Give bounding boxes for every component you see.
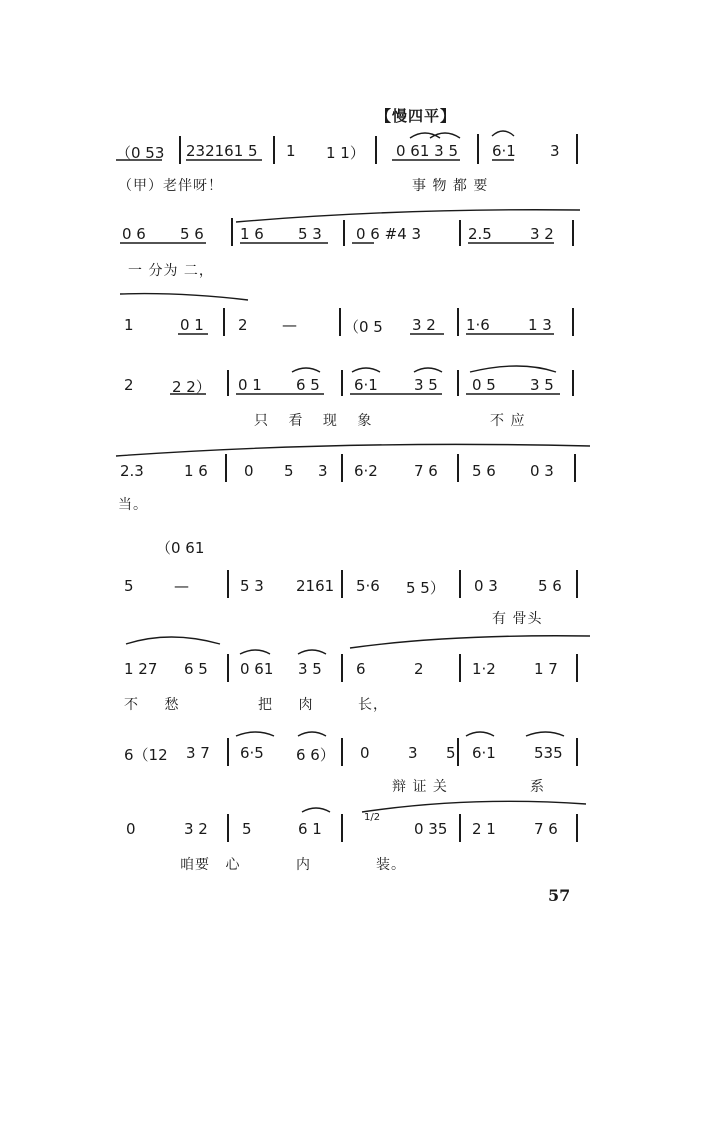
lyric-line: 当。: [118, 497, 148, 513]
note-group: 6 6）: [296, 746, 335, 764]
note-group: 3 5: [530, 376, 554, 394]
note-group: 6 5: [184, 660, 208, 678]
lyric-line: 有 骨头: [492, 611, 543, 627]
note-group: 5: [124, 577, 134, 595]
lyric-line: 长，: [358, 697, 388, 713]
lyric-line: 辩 证 关: [392, 779, 448, 795]
note-group: 5: [242, 820, 252, 838]
note-group: 0 1: [180, 316, 204, 334]
note-group: 6·1: [492, 142, 516, 160]
lyric-line: （甲）老伴呀！: [118, 178, 223, 194]
lyric-line: 内: [296, 857, 311, 873]
note-group: 0 6 #4 3: [356, 225, 422, 243]
note-group: 2: [124, 376, 134, 394]
note-group: 3 5: [414, 376, 438, 394]
note-group: 6·5: [240, 744, 264, 762]
note-group: 6 1: [298, 820, 322, 838]
note-group: 3 5: [298, 660, 322, 678]
note-group: 5: [446, 744, 456, 762]
note-group: 0 6: [122, 225, 146, 243]
lyric-line: 系: [530, 779, 545, 795]
note-group: 0 3: [530, 462, 554, 480]
note-group: 1 7: [534, 660, 558, 678]
note-group: 1 27: [124, 660, 158, 678]
note-group: 7 6: [534, 820, 558, 838]
note-group: 535: [534, 744, 563, 762]
note-group: 232161 5: [186, 142, 258, 160]
note-group: 2: [238, 316, 248, 334]
note-group: 6 5: [296, 376, 320, 394]
note-group: —: [174, 577, 189, 595]
note-group: 3: [408, 744, 418, 762]
note-group: 5 5）: [406, 579, 445, 597]
note-group: 0 61: [240, 660, 274, 678]
note-group: 1 3: [528, 316, 552, 334]
lyric-line: 不 应: [490, 413, 526, 429]
note-group: 0 5: [472, 376, 496, 394]
note-group: 0: [244, 462, 254, 480]
lyric-line: 咱要 心: [180, 857, 241, 873]
note-group: 0: [360, 744, 370, 762]
note-group: 2.3: [120, 462, 144, 480]
tune-header: 【慢四平】: [376, 107, 457, 125]
note-group: 5: [284, 462, 294, 480]
note-group: 6（12: [124, 746, 168, 764]
note-group: （0 61: [156, 539, 205, 557]
lyric-line: 一 分为 二，: [128, 263, 214, 279]
note-group: 5 6: [538, 577, 562, 595]
note-group: 3 2: [184, 820, 208, 838]
note-group: 2.5: [468, 225, 492, 243]
note-group: 6·2: [354, 462, 378, 480]
lyric-line: 装。: [376, 857, 406, 873]
note-group: 3: [318, 462, 328, 480]
note-group: 1 6: [184, 462, 208, 480]
note-group: 0: [126, 820, 136, 838]
note-group: 0 1: [238, 376, 262, 394]
note-group: 1: [124, 316, 134, 334]
note-group: 1 1）: [326, 144, 365, 162]
note-group: 5 6: [472, 462, 496, 480]
lyric-line: 只 看 现 象: [254, 413, 373, 429]
note-group: 2 2）: [172, 378, 211, 396]
note-group: 0 3: [474, 577, 498, 595]
note-group: （0 53: [116, 144, 165, 162]
note-group: 5 3: [298, 225, 322, 243]
note-group: 0 35: [414, 820, 448, 838]
note-group: 0 61 3 5: [396, 142, 459, 160]
note-group: —: [282, 316, 297, 334]
note-group: 6·1: [472, 744, 496, 762]
note-group: 2 1: [472, 820, 496, 838]
note-group: 3 2: [530, 225, 554, 243]
grace-fraction: 1/2: [364, 812, 381, 823]
note-group: （0 5: [344, 318, 383, 336]
note-group: 2: [414, 660, 424, 678]
note-group: 2161: [296, 577, 335, 595]
lyric-line: 不 愁: [124, 697, 180, 713]
lyric-line: 把 肉: [258, 697, 314, 713]
note-group: 5 3: [240, 577, 264, 595]
page-number: 57: [548, 886, 571, 905]
note-group: 1·6: [466, 316, 490, 334]
note-group: 6·1: [354, 376, 378, 394]
note-group: 5·6: [356, 577, 380, 595]
note-group: 3: [550, 142, 560, 160]
note-group: 5 6: [180, 225, 204, 243]
note-group: 7 6: [414, 462, 438, 480]
lyric-line: 事 物 都 要: [412, 178, 489, 194]
note-group: 1·2: [472, 660, 496, 678]
note-group: 1 6: [240, 225, 264, 243]
note-group: 3 2: [412, 316, 436, 334]
note-group: 6: [356, 660, 366, 678]
note-group: 3 7: [186, 744, 210, 762]
note-group: 1: [286, 142, 296, 160]
